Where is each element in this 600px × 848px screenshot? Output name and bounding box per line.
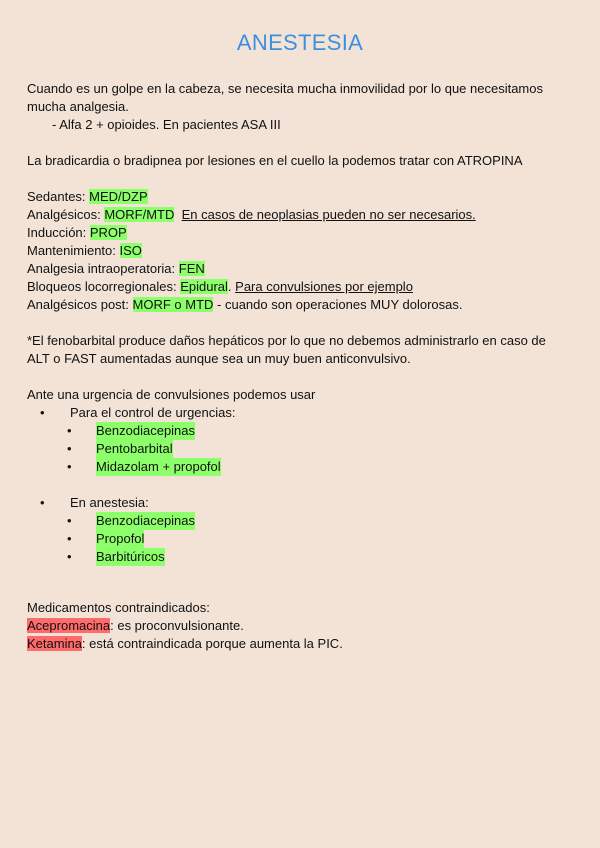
analgesicos-label: Analgésicos: — [27, 207, 105, 222]
contra-item-2 — [27, 635, 343, 653]
bloqueos-value: Epidural — [180, 279, 228, 294]
post-note: - cuando son operaciones MUY dolorosas. — [213, 297, 463, 312]
analgesicos-note: En casos de neoplasias pueden no ser necesarios. — [181, 207, 476, 222]
post-line — [27, 296, 462, 314]
contra-item-1 — [27, 617, 244, 635]
anestesia-item: Benzodiacepinas — [96, 513, 196, 528]
bullet-icon: • — [40, 495, 45, 510]
bullet-icon: • — [67, 513, 72, 528]
control-item: Midazolam + propofol — [96, 459, 221, 474]
contra-item-2-name: Ketamina — [27, 636, 82, 651]
induccion-label: Inducción: — [27, 225, 90, 240]
sedantes-value: MED/DZP — [89, 189, 148, 204]
analgesicos-line — [27, 206, 476, 224]
intro-subline: - Alfa 2 + opioides. En pacientes ASA III — [52, 117, 281, 132]
bullet-icon: • — [67, 441, 72, 456]
anestesia-label: En anestesia: — [70, 495, 149, 510]
induccion-line — [27, 224, 127, 242]
mantenimiento-label: Mantenimiento: — [27, 243, 120, 258]
control-item: Benzodiacepinas — [96, 423, 196, 438]
intro-line-1: Cuando es un golpe en la cabeza, se necesita mucha inmovilidad por lo que necesitamos — [27, 81, 543, 96]
mantenimiento-line — [27, 242, 142, 260]
contra-heading: Medicamentos contraindicados: — [27, 600, 210, 615]
intro-line-2: mucha analgesia. — [27, 99, 129, 114]
bullet-icon: • — [67, 531, 72, 546]
page-title: ANESTESIA — [236, 30, 364, 55]
intraop-value: FEN — [178, 261, 205, 276]
sedantes-line — [27, 188, 148, 206]
feno-line-1: *El fenobarbital produce daños hepáticos por lo que no debemos administrarlo en caso de — [27, 333, 546, 348]
contra-item-1-text: : es proconvulsionante. — [110, 618, 244, 633]
intraop-label: Analgesia intraoperatoria: — [27, 261, 179, 276]
anestesia-item: Barbitúricos — [96, 549, 165, 564]
control-label: Para el control de urgencias: — [70, 405, 236, 420]
mantenimiento-value: ISO — [119, 243, 142, 258]
bloqueos-separator: . — [227, 279, 236, 294]
analgesicos-value: MORF/MTD — [104, 207, 175, 222]
bullet-icon: • — [67, 459, 72, 474]
bloqueos-line — [27, 278, 413, 296]
urgencia-intro: Ante una urgencia de convulsiones podemos usar — [27, 387, 316, 402]
bullet-icon: • — [67, 549, 72, 564]
bullet-icon: • — [40, 405, 45, 420]
bloqueos-note: Para convulsiones por ejemplo — [235, 279, 413, 294]
bradicardia-text: La bradicardia o bradipnea por lesiones en el cuello la podemos tratar con ATROPINA — [27, 153, 523, 168]
induccion-value: PROP — [89, 225, 127, 240]
contra-item-2-text: : está contraindicada porque aumenta la PIC. — [81, 636, 343, 651]
bloqueos-label: Bloqueos locorregionales: — [27, 279, 181, 294]
feno-line-2: ALT o FAST aumentadas aunque sea un muy buen anticonvulsivo. — [27, 351, 411, 366]
post-value: MORF o MTD — [132, 297, 214, 312]
intraop-line — [27, 260, 205, 278]
anestesia-item: Propofol — [96, 531, 145, 546]
contra-item-1-name: Acepromacina — [27, 618, 111, 633]
bullet-icon: • — [67, 423, 72, 438]
control-item: Pentobarbital — [96, 441, 173, 456]
post-label: Analgésicos post: — [27, 297, 133, 312]
sedantes-label: Sedantes: — [27, 189, 90, 204]
